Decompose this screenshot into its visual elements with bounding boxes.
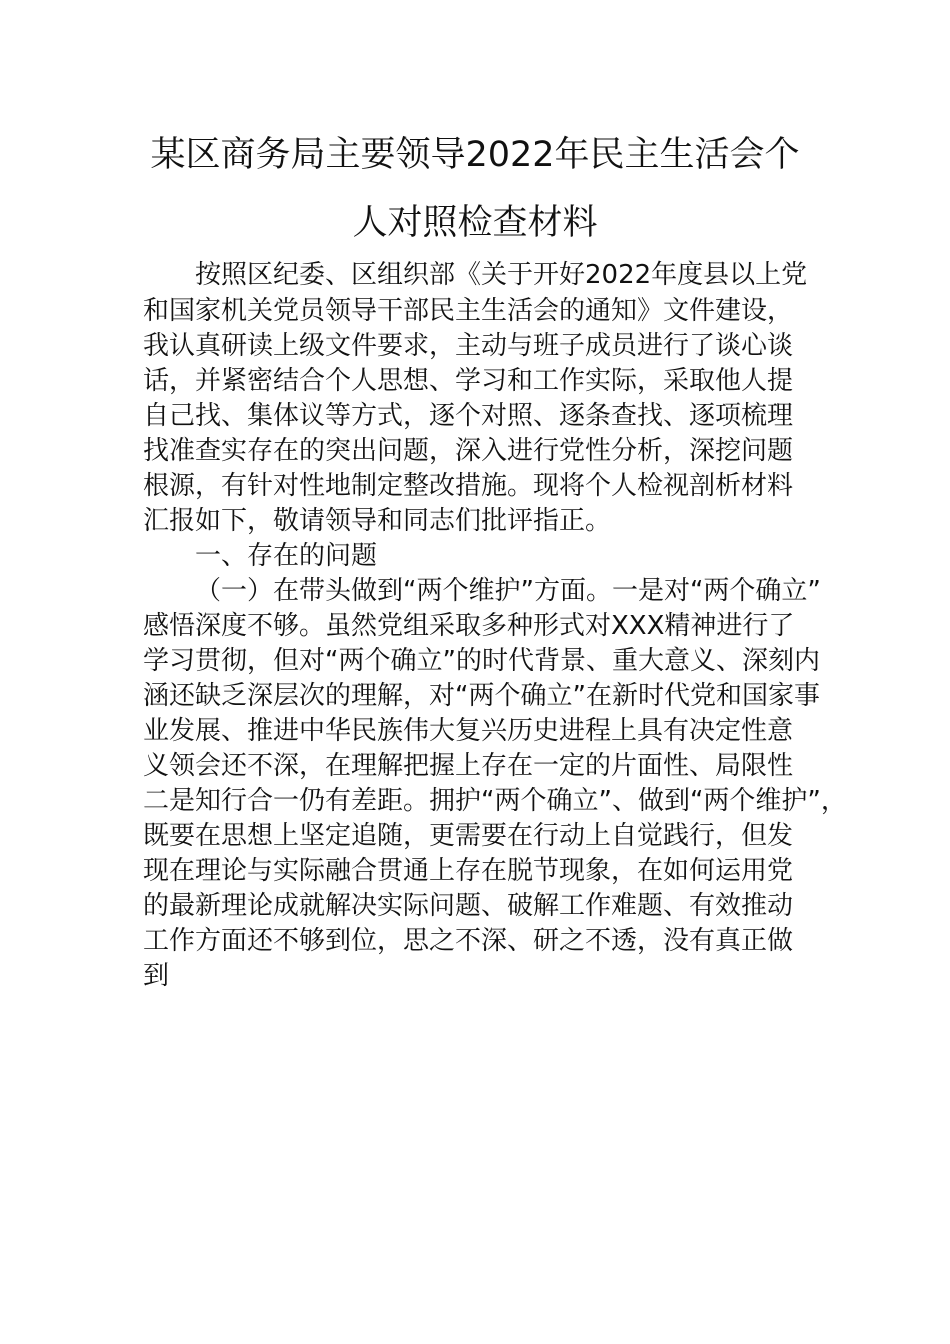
document-title-line-2: 人对照检查材料 <box>352 203 598 243</box>
body-line: 感悟深度不够。虽然党组采取多种形式对XXX精神进行了 <box>143 611 795 641</box>
document-title-line-1: 某区商务局主要领导2022年民主生活会个 <box>150 135 800 175</box>
body-line: 话，并紧密结合个人思想、学习和工作实际，采取他人提 <box>143 366 794 396</box>
body-line: 既要在思想上坚定追随，更需要在行动上自觉践行，但发 <box>143 821 794 851</box>
body-line: 现在理论与实际融合贯通上存在脱节现象，在如何运用党 <box>143 856 794 886</box>
body-line: 学习贯彻，但对“两个确立”的时代背景、重大意义、深刻内 <box>143 646 820 676</box>
body-line: 工作方面还不够到位，思之不深、研之不透，没有真正做 <box>143 926 794 956</box>
section-heading: 一、存在的问题 <box>195 541 378 571</box>
body-line: 我认真研读上级文件要求，主动与班子成员进行了谈心谈 <box>143 331 794 361</box>
body-line: 的最新理论成就解决实际问题、破解工作难题、有效推动 <box>143 891 794 921</box>
body-line: 按照区纪委、区组织部《关于开好2022年度县以上党 <box>195 260 808 290</box>
body-line: 根源，有针对性地制定整改措施。现将个人检视剖析材料 <box>143 471 794 501</box>
body-line: 找准查实存在的突出问题，深入进行党性分析，深挖问题 <box>143 436 794 466</box>
body-line: 和国家机关党员领导干部民主生活会的通知》文件建设， <box>143 296 794 326</box>
body-line: 到 <box>143 961 170 991</box>
body-line: 业发展、推进中华民族伟大复兴历史进程上具有决定性意 <box>143 716 794 746</box>
body-line: 自己找、集体议等方式，逐个对照、逐条查找、逐项梳理 <box>143 401 794 431</box>
body-line: 涵还缺乏深层次的理解，对“两个确立”在新时代党和国家事 <box>143 681 820 711</box>
body-line: 二是知行合一仍有差距。拥护“两个确立”、做到“两个维护”， <box>143 786 847 816</box>
body-line: 汇报如下，敬请领导和同志们批评指正。 <box>143 506 612 536</box>
subsection-heading: （一）在带头做到“两个维护”方面。一是对“两个确立” <box>195 576 821 606</box>
body-line: 义领会还不深，在理解把握上存在一定的片面性、局限性 <box>143 751 794 781</box>
